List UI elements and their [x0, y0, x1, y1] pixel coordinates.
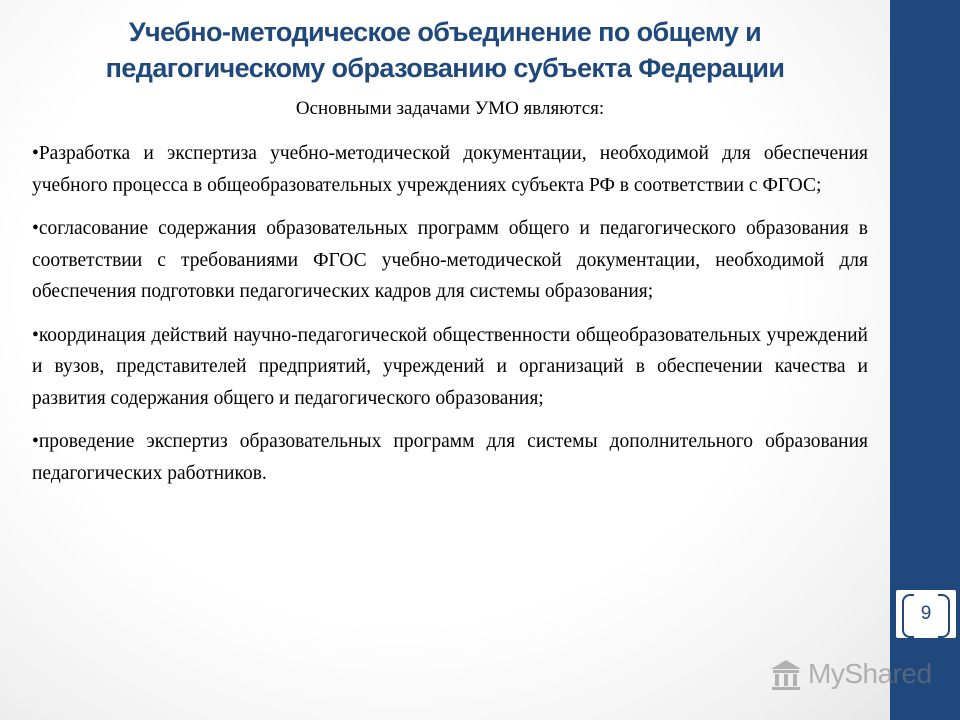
bullet-list [32, 138, 868, 501]
bullet-item-3: • координация действий научно-педагогической общественности общеобразовательных учреждений и вузов, представителей предприятий, учреждений и организаций в обеспечении качества и развития содержания общего и педагогического образования; [32, 320, 868, 415]
bullet-item-2: • согласование содержания образовательных программ общего и педагогического образования в соответствии с требованиями ФГОС учебно-методической документации, необходимой для обеспечения подготовки педагогических кадров для системы образования; [32, 213, 868, 308]
bullet-item-4: • проведение экспертиз образовательных программ для системы дополнительного образования педагогических работников. [32, 426, 868, 489]
page-number-badge [896, 590, 956, 638]
watermark-logo [768, 652, 932, 696]
slide-title-line-1: Учебно-методическое объединение по общему и [128, 17, 762, 47]
building-icon [768, 656, 804, 692]
bullet-item-1: • Разработка и экспертиза учебно-методической документации, необходимой для обеспечения учебного процесса в общеобразовательных учреждениях субъекта РФ в соответствии с ФГОС; [32, 138, 868, 201]
watermark-text: MyShared [808, 658, 932, 689]
tasks-heading: Основными задачами УМО являются: [295, 98, 605, 119]
slide-title-line-2: педагогическому образованию субъекта Федерации [105, 53, 785, 83]
page-number: 9 [920, 603, 932, 624]
slide-title [20, 14, 870, 86]
